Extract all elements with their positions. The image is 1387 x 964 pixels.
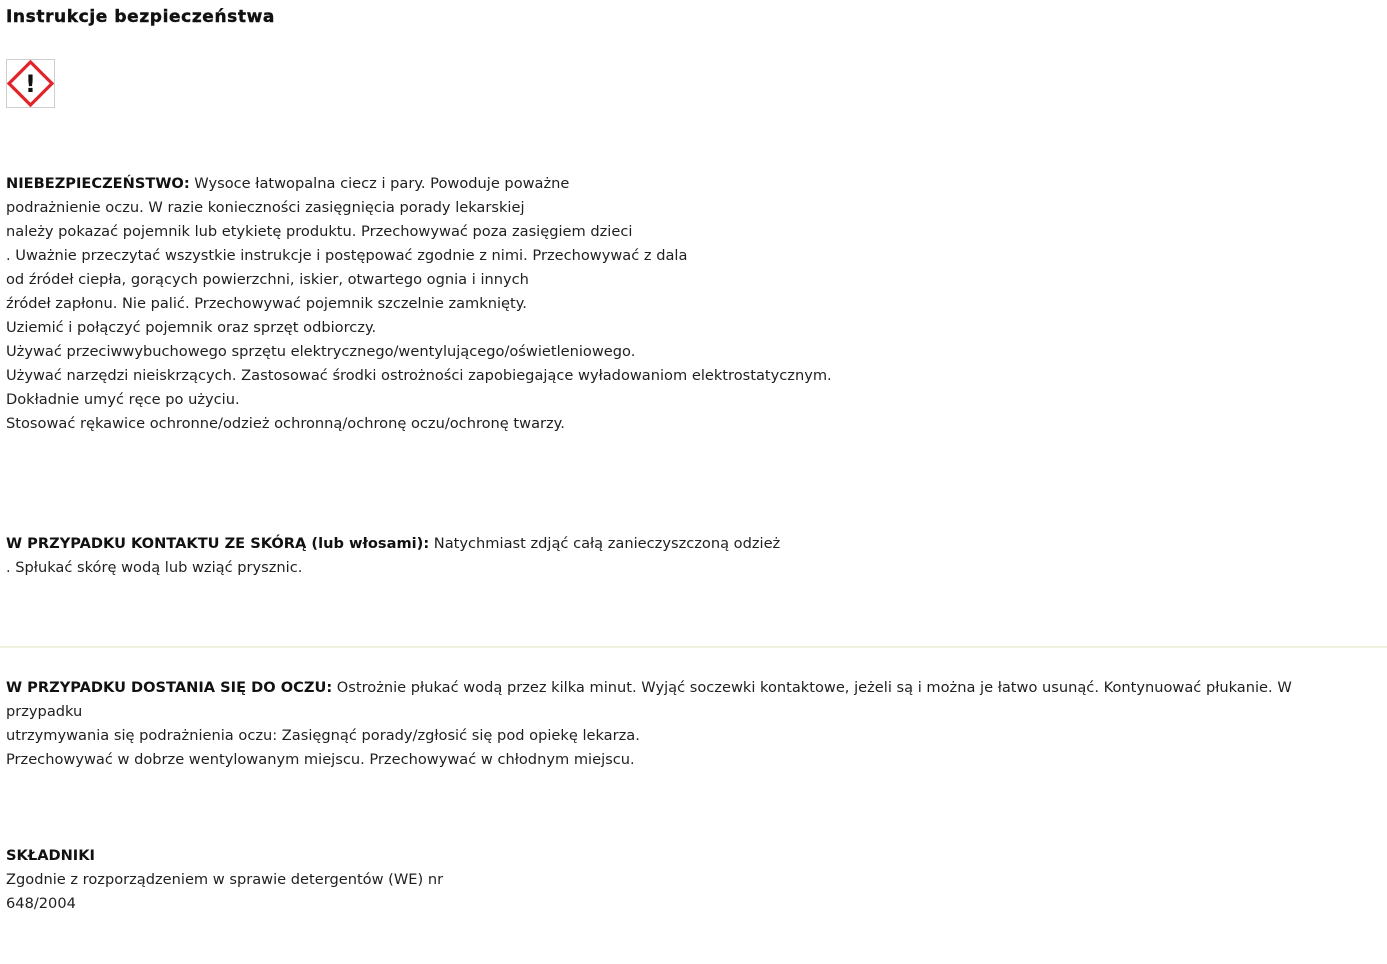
skin-contact-paragraph (6, 532, 1384, 580)
ingredients-section (6, 844, 1384, 916)
danger-label: NIEBEZPIECZEŃSTWO: (6, 175, 190, 192)
skin-contact-text: Natychmiast zdjąć całą zanieczyszczoną odzież . Spłukać skórę wodą lub wziąć prysznic. (6, 535, 781, 576)
page-title: Instrukcje bezpieczeństwa (6, 7, 275, 27)
exclamation-diamond-icon (6, 59, 55, 108)
eye-contact-label: W PRZYPADKU DOSTANIA SIĘ DO OCZU: (6, 679, 333, 696)
safety-text (6, 124, 1384, 964)
eye-contact-text: Ostrożnie płukać wodą przez kilka minut. Wyjąć soczewki kontaktowe, jeżeli są i można je łatwo usunąć. Kontynuować płukanie. W przypadku utrzymywania się podrażnienia oczu: Zasięgnąć porady/zgłosić się pod opiekę lekarza. Przechowywać w dobrze wentylowanym miejscu. Przechowywać w chłodnym miejscu. (6, 679, 1292, 768)
ingredients-text: Zgodnie z rozporządzeniem w sprawie detergentów (WE) nr 648/2004 (6, 871, 444, 912)
hazard-symbol: ! (25, 70, 36, 98)
danger-text: Wysoce łatwopalna ciecz i pary. Powoduje poważne podrażnienie oczu. W razie konieczności zasięgnięcia porady lekarskiej należy pokazać pojemnik lub etykietę produktu. Przechowywać poza zasięgiem dzieci . Uważnie przeczytać wszystkie instrukcje i postępować zgodnie z nimi. Przechowywać z dala od źródeł ciepła, gorących powierzchni, iskier, otwartego ognia i innych źródeł zapłonu. Nie palić. Przechowywać pojemnik szczelnie zamknięty. Uziemić i połączyć pojemnik oraz sprzęt odbiorczy. Używać przeciwwybuchowego sprzętu elektrycznego/wentylującego/oświetleniowego. Używać narzędzi nieiskrzących. Zastosować środki ostrożności zapobiegające wyładowaniom elektrostatycznym. Dokładnie umyć ręce po użyciu. Stosować rękawice ochronne/odzież ochronną/ochronę oczu/ochronę twarzy. (6, 175, 832, 432)
eye-contact-paragraph (6, 676, 1384, 772)
danger-paragraph (6, 172, 1384, 436)
safety-instructions (6, 0, 1384, 964)
ingredients-heading: SKŁADNIKI (6, 847, 95, 864)
skin-contact-label: W PRZYPADKU KONTAKTU ZE SKÓRĄ (lub włosami): (6, 535, 430, 552)
